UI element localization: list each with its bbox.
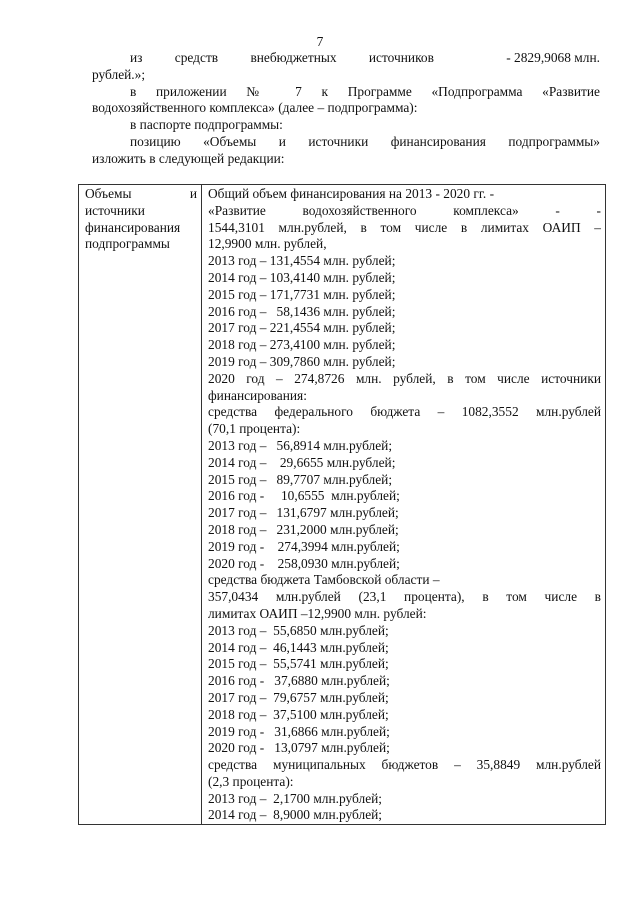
financing-line: 2019 год - 274,3994 млн.рублей; (208, 538, 400, 554)
sources-word: средств (174, 50, 219, 65)
label-line: финансирования (85, 219, 181, 235)
financing-line: 2013 год – 2,1700 млн.рублей; (208, 790, 383, 806)
financing-line: 2016 год – 58,1436 млн. рублей; (208, 303, 396, 319)
passport-line: в паспорте подпрограммы: (130, 117, 283, 133)
financing-line: 2020 год - 258,0930 млн.рублей; (208, 555, 400, 571)
financing-line: 2014 год – 46,1443 млн.рублей; (208, 639, 389, 655)
table-row (79, 185, 606, 825)
financing-line: 12,9900 млн. рублей, (208, 236, 327, 252)
financing-line: 2015 год – 171,7731 млн. рублей; (208, 286, 396, 302)
financing-line: 2016 год - 10,6555 млн.рублей; (208, 488, 400, 504)
appendix-line-1: в приложении № 7 к Программе «Подпрограмма «Развитие (130, 83, 600, 99)
financing-line: 2018 год – 273,4100 млн. рублей; (208, 337, 396, 353)
sources-word: из (130, 50, 143, 65)
financing-line: средства муниципальных бюджетов – 35,8849 млн.рублей (208, 757, 601, 773)
financing-line: 2014 год – 8,9000 млн.рублей; (208, 807, 383, 823)
sources-line (92, 50, 600, 67)
page-number: 7 (316, 34, 324, 49)
financing-line: 2015 год – 89,7707 млн.рублей; (208, 471, 393, 487)
sources-word: источников (368, 50, 434, 65)
financing-line: 2018 год – 231,2000 млн.рублей; (208, 521, 399, 537)
passport-table (78, 184, 606, 825)
financing-line: 2013 год – 55,6850 млн.рублей; (208, 622, 389, 638)
sources-word: внебюджетных (250, 50, 337, 65)
financing-line: 2013 год – 56,8914 млн.рублей; (208, 437, 393, 453)
financing-line: 2013 год – 131,4554 млн. рублей; (208, 253, 396, 269)
financing-line: 2014 год – 29,6655 млн.рублей; (208, 454, 396, 470)
financing-line: средства федерального бюджета – 1082,3552 млн.рублей (208, 404, 601, 420)
financing-line: 2016 год - 37,6880 млн.рублей; (208, 673, 390, 689)
financing-line: (2,3 процента): (208, 773, 294, 789)
financing-line: 2017 год – 221,4554 млн. рублей; (208, 320, 396, 336)
label-line: подпрограммы (85, 236, 170, 252)
financing-line: лимитах ОАИП –12,9900 млн. рублей: (208, 605, 427, 621)
sources-continuation: рублей.»; (92, 66, 146, 82)
position-line-2: изложить в следующей редакции: (92, 150, 285, 166)
financing-line: 357,0434 млн.рублей (23,1 процента), в том числе в (208, 589, 601, 605)
financing-line: финансирования: (208, 387, 307, 403)
financing-line: 1544,3101 млн.рублей, в том числе в лимитах ОАИП – (208, 219, 601, 235)
financing-content-cell (202, 185, 606, 825)
financing-line: «Развитие водохозяйственного комплекса» - - (208, 202, 601, 218)
financing-line: 2020 год – 274,8726 млн. рублей, в том числе источники (208, 370, 601, 386)
financing-line: 2019 год - 31,6866 млн.рублей; (208, 723, 390, 739)
financing-line: 2014 год – 103,4140 млн. рублей; (208, 269, 396, 285)
financing-line: 2018 год – 37,5100 млн.рублей; (208, 706, 389, 722)
financing-line: 2017 год – 79,6757 млн.рублей; (208, 689, 389, 705)
sources-value: - 2829,9068 млн. (506, 50, 600, 65)
financing-line: 2020 год - 13,0797 млн.рублей; (208, 740, 390, 756)
label-line: Объемы и (85, 186, 197, 201)
intro-text (92, 50, 600, 168)
label-cell (79, 185, 202, 825)
financing-line: средства бюджета Тамбовской области – (208, 572, 440, 588)
label-line: источники (85, 202, 145, 218)
financing-line: 2017 год – 131,6797 млн.рублей; (208, 505, 399, 521)
financing-line: 2015 год – 55,5741 млн.рублей; (208, 656, 389, 672)
position-line-1: позицию «Объемы и источники финансирования подпрограммы» (130, 133, 600, 149)
financing-line: Общий объем финансирования на 2013 - 2020 гг. - (208, 186, 495, 201)
appendix-line-2: водохозяйственного комплекса» (далее – подпрограмма): (92, 100, 418, 116)
financing-line: 2019 год – 309,7860 млн. рублей; (208, 353, 396, 369)
financing-line: (70,1 процента): (208, 421, 301, 437)
